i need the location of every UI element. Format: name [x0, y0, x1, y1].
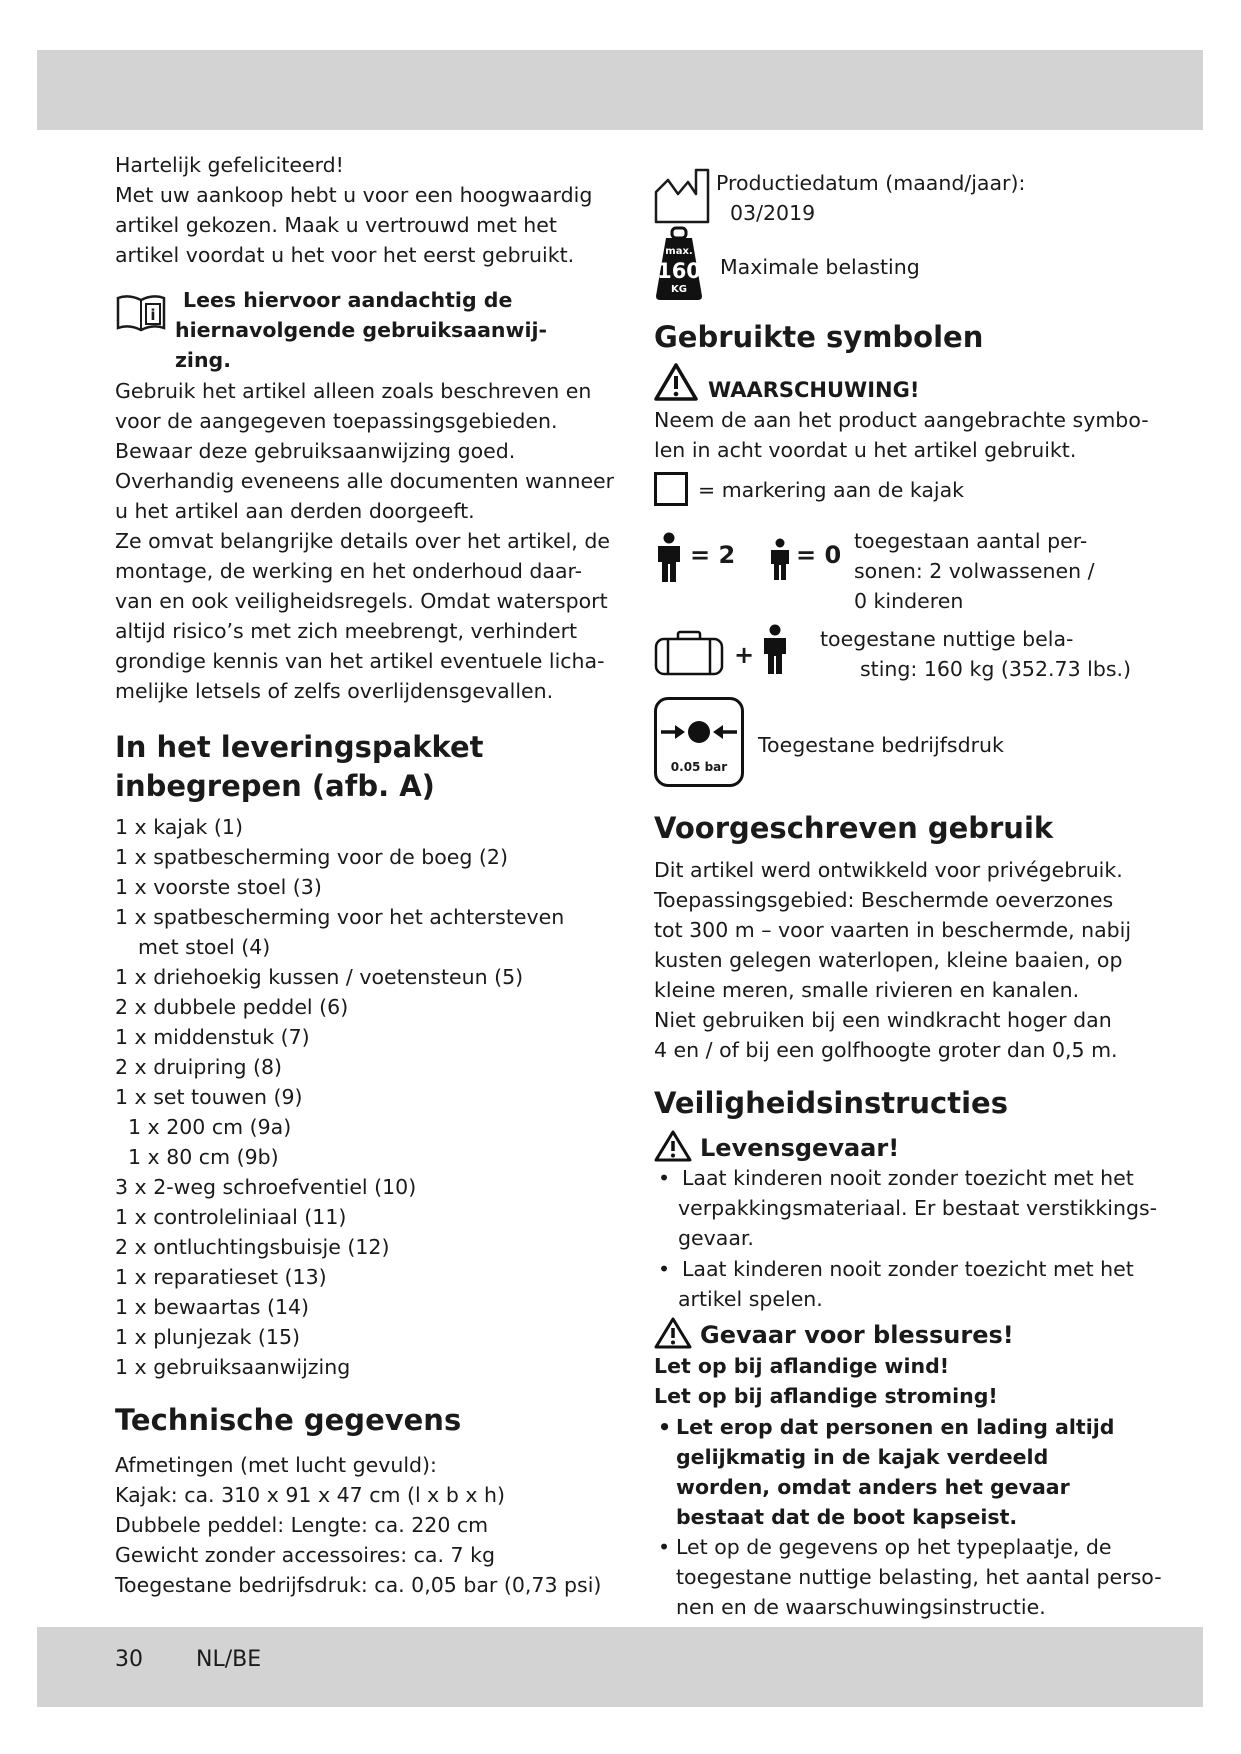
injury-title: Gevaar voor blessures!	[700, 1321, 1014, 1349]
list-item: 1 x voorste stoel (3)	[115, 875, 322, 899]
header-band	[37, 50, 1203, 130]
tech-line: Kajak: ca. 310 x 91 x 47 cm (l x b x h)	[115, 1483, 505, 1507]
production-text	[716, 168, 1025, 228]
persons-line: sonen: 2 volwassenen /	[854, 559, 1095, 583]
pressure-icon-label: 0.05 bar	[670, 760, 728, 774]
bullet-line: toegestane nuttige belasting, het aantal perso-	[676, 1565, 1162, 1589]
adult-icon	[654, 532, 684, 584]
bullet-mark: •	[658, 1166, 671, 1190]
list-item: 3 x 2-weg schroefventiel (10)	[115, 1175, 417, 1199]
usage-line: Dit artikel werd ontwikkeld voor privégebruik.	[654, 858, 1123, 882]
notice-line: hiernavolgende gebruiksaanwij-	[175, 318, 548, 342]
page-number: 30	[115, 1647, 143, 1672]
intro-text	[115, 150, 592, 270]
weight-icon-top: max.	[665, 246, 693, 257]
intro-line: artikel voordat u het voor het eerst gebruikt.	[115, 243, 575, 267]
intro-line: artikel gekozen. Maak u vertrouwd met het	[115, 213, 557, 237]
section-heading: Veiligheidsinstructies	[654, 1086, 1008, 1120]
svg-text:i: i	[150, 306, 156, 324]
child-count: = 0	[796, 541, 842, 569]
usage-line: kleine meren, smalle rivieren en kanalen.	[654, 978, 1080, 1002]
bullet-line: gelijkmatig in de kajak verdeeld	[676, 1445, 1049, 1469]
bullet-line: gevaar.	[678, 1226, 754, 1250]
body-line: Ze omvat belangrijke details over het artikel, de	[115, 529, 610, 553]
pressure-label: Toegestane bedrijfsdruk	[758, 733, 1004, 757]
section-heading: inbegrepen (afb. A)	[115, 769, 435, 803]
language-code: NL/BE	[196, 1647, 262, 1672]
bullet-mark: •	[658, 1535, 671, 1559]
body-line: altijd risico’s met zich meebrengt, verhindert	[115, 619, 578, 643]
usage-line: tot 300 m – voor vaarten in beschermde, nabij	[654, 918, 1132, 942]
warning-icon	[654, 362, 698, 402]
danger-title: Levensgevaar!	[700, 1134, 900, 1162]
injury-line: Let op bij aflandige stroming!	[654, 1384, 998, 1408]
load-line: toegestane nuttige bela-	[820, 627, 1074, 651]
section-heading: In het leveringspakket	[115, 730, 484, 764]
notice-text	[175, 285, 547, 375]
luggage-icon	[654, 630, 724, 676]
adult-count: = 2	[690, 541, 736, 569]
injury-bullet-2	[654, 1532, 1162, 1622]
load-text	[820, 624, 1131, 684]
injury-bullet-1	[654, 1412, 1134, 1532]
list-item: 1 x bewaartas (14)	[115, 1295, 310, 1319]
intro-line: Hartelijk gefeliciteerd!	[115, 153, 344, 177]
production-label: Productiedatum (maand/jaar):	[716, 171, 1026, 195]
warning-icon	[654, 1316, 692, 1350]
injury-lines	[654, 1351, 998, 1411]
tech-line: Afmetingen (met lucht gevuld):	[115, 1453, 437, 1477]
weight-icon-unit: KG	[671, 284, 687, 295]
bullet-line: verpakkingsmateriaal. Er bestaat verstikkings-	[678, 1196, 1158, 1220]
list-item: 1 x 200 cm (9a)	[128, 1115, 292, 1139]
section-heading: Voorgeschreven gebruik	[654, 811, 1054, 845]
usage-line: kusten gelegen waterlopen, kleine baaien, op	[654, 948, 1123, 972]
tech-line: Gewicht zonder accessoires: ca. 7 kg	[115, 1543, 495, 1567]
marking-label: = markering aan de kajak	[698, 478, 965, 502]
warning-line: len in acht voordat u het artikel gebruikt.	[654, 438, 1077, 462]
list-item: met stoel (4)	[138, 935, 271, 959]
weight-icon-value: 160	[657, 259, 701, 283]
danger-bullet-2	[654, 1254, 1134, 1314]
list-item: 1 x spatbescherming voor het achtersteven	[115, 905, 565, 929]
tech-line: Toegestane bedrijfsdruk: ca. 0,05 bar (0,73 psi)	[115, 1573, 602, 1597]
load-line: sting: 160 kg (352.73 lbs.)	[860, 657, 1132, 681]
body-line: voor de aangegeven toepassingsgebieden.	[115, 409, 558, 433]
usage-text	[654, 855, 1131, 1065]
manual-icon	[115, 290, 167, 334]
bullet-line: Laat kinderen nooit zonder toezicht met het	[682, 1257, 1134, 1281]
list-item: 1 x spatbescherming voor de boeg (2)	[115, 845, 508, 869]
bullet-line: nen en de waarschuwingsinstructie.	[676, 1595, 1046, 1619]
body-line: u het artikel aan derden doorgeeft.	[115, 499, 475, 523]
list-item: 2 x druipring (8)	[115, 1055, 283, 1079]
intro-line: Met uw aankoop hebt u voor een hoogwaardig	[115, 183, 593, 207]
section-heading: Technische gegevens	[115, 1403, 462, 1437]
bullet-line: artikel spelen.	[678, 1287, 823, 1311]
list-item: 1 x kajak (1)	[115, 815, 243, 839]
usage-line: 4 en / of bij een golfhoogte groter dan 0,5 m.	[654, 1038, 1118, 1062]
usage-line: Niet gebruiken bij een windkracht hoger dan	[654, 1008, 1112, 1032]
usage-line: Toepassingsgebied: Beschermde oeverzones	[654, 888, 1114, 912]
maxload-label: Maximale belasting	[720, 255, 920, 279]
body-line: Bewaar deze gebruiksaanwijzing goed.	[115, 439, 516, 463]
body-line: montage, de werking en het onderhoud daar-	[115, 559, 583, 583]
persons-line: toegestaan aantal per-	[854, 529, 1088, 553]
load-plus: +	[734, 641, 755, 669]
body-line: melijke letsels of zelfs overlijdensgevallen.	[115, 679, 554, 703]
list-item: 1 x 80 cm (9b)	[128, 1145, 279, 1169]
pressure-icon	[654, 697, 744, 787]
marking-square-icon	[654, 472, 688, 506]
delivery-heading	[115, 728, 484, 806]
persons-line: 0 kinderen	[854, 589, 964, 613]
list-item: 1 x middenstuk (7)	[115, 1025, 310, 1049]
list-item: 2 x dubbele peddel (6)	[115, 995, 349, 1019]
delivery-list	[115, 812, 564, 1382]
warning-icon	[654, 1129, 692, 1163]
load-person-icon	[760, 624, 790, 676]
list-item: 1 x controleliniaal (11)	[115, 1205, 347, 1229]
bullet-line: Let op de gegevens op het typeplaatje, de	[676, 1535, 1112, 1559]
bullet-line: Laat kinderen nooit zonder toezicht met het	[682, 1166, 1134, 1190]
factory-icon	[654, 168, 712, 224]
bullet-mark: •	[658, 1415, 672, 1439]
body-line: Overhandig eveneens alle documenten wanneer	[115, 469, 615, 493]
warning-line: Neem de aan het product aangebrachte symbo-	[654, 408, 1149, 432]
bullet-mark: •	[658, 1257, 671, 1281]
body-line: grondige kennis van het artikel eventuele licha-	[115, 649, 605, 673]
warning-title: WAARSCHUWING!	[708, 378, 920, 402]
bullet-line: worden, omdat anders het gevaar	[676, 1475, 1070, 1499]
child-icon	[768, 538, 792, 582]
list-item: 1 x driehoekig kussen / voetensteun (5)	[115, 965, 524, 989]
list-item: 1 x reparatieset (13)	[115, 1265, 327, 1289]
body-line: Gebruik het artikel alleen zoals beschreven en	[115, 379, 592, 403]
intro-body	[115, 376, 614, 706]
bullet-line: bestaat dat de boot kapseist.	[676, 1505, 1018, 1529]
body-line: van en ook veiligheidsregels. Omdat watersport	[115, 589, 608, 613]
list-item: 1 x gebruiksaanwijzing	[115, 1355, 351, 1379]
production-date: 03/2019	[730, 201, 816, 225]
injury-line: Let op bij aflandige wind!	[654, 1354, 950, 1378]
section-heading: Gebruikte symbolen	[654, 320, 984, 354]
list-item: 1 x plunjezak (15)	[115, 1325, 301, 1349]
technical-list	[115, 1450, 601, 1600]
persons-text	[854, 526, 1095, 616]
tech-line: Dubbele peddel: Lengte: ca. 220 cm	[115, 1513, 489, 1537]
notice-line: zing.	[175, 348, 232, 372]
list-item: 2 x ontluchtingsbuisje (12)	[115, 1235, 390, 1259]
notice-line: Lees hiervoor aandachtig de	[183, 288, 513, 312]
warning-text	[654, 405, 1149, 465]
list-item: 1 x set touwen (9)	[115, 1085, 303, 1109]
weight-icon	[654, 226, 704, 302]
danger-bullet-1	[654, 1163, 1158, 1253]
bullet-line: Let erop dat personen en lading altijd	[676, 1415, 1115, 1439]
